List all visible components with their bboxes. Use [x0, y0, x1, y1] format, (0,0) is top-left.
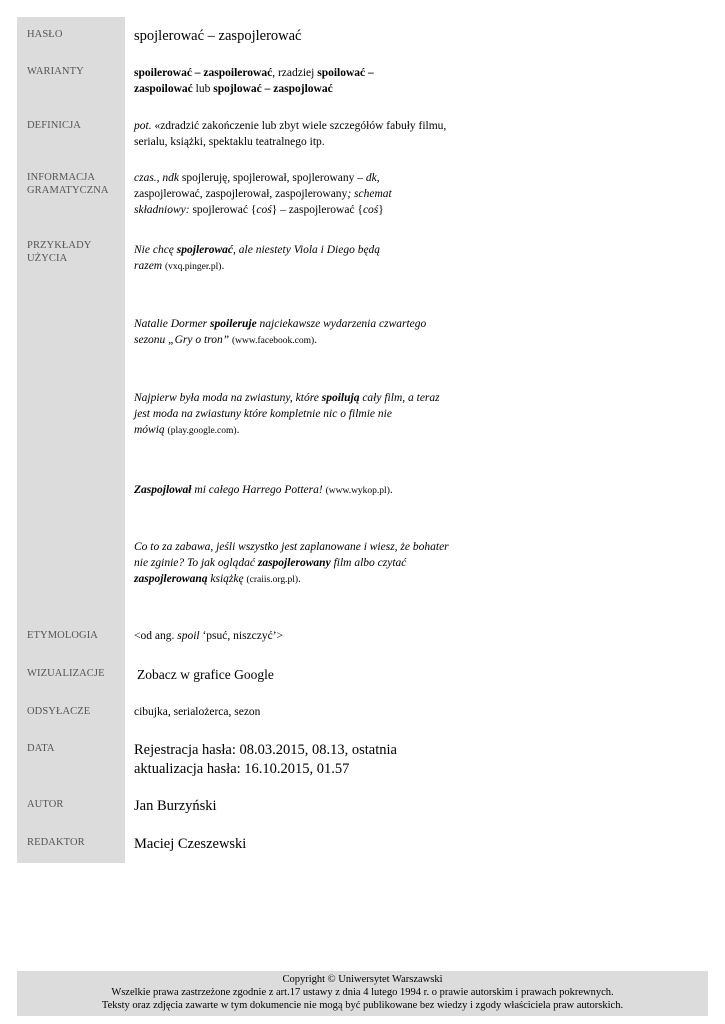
label-line: GRAMATYCZNA [27, 185, 109, 196]
cross-references: cibujka, serialożerca, sezon [134, 706, 261, 718]
label-informacja-gramatyczna [27, 171, 122, 197]
date-line: aktualizacja hasła: 16.10.2015, 01.57 [134, 761, 350, 777]
example-text: . [221, 260, 225, 272]
grammar-text: } – zaspojlerować { [271, 204, 363, 216]
usage-example [134, 390, 474, 439]
label-przyklady-uzycia [27, 239, 122, 265]
footer-line: Teksty oraz zdjęcia zawarte w tym dokumencie nie mogą być publikowane bez wiedzy i zgody właściciela praw autorskich. [101, 1000, 624, 1011]
grammar-text: zaspojlerować, zaspojlerował, zaspojlerowany [134, 188, 348, 200]
grammar-qualifier: coś [256, 204, 272, 216]
example-keyword: spoileruje [210, 318, 257, 330]
label-data: DATA [27, 743, 55, 754]
example-keyword: Zaspojlował [134, 484, 192, 496]
example-text: cały film, a teraz [359, 392, 440, 404]
variant-connector: lub [192, 83, 214, 95]
variants [134, 65, 474, 97]
example-source: (www.wykop.pl) [325, 486, 390, 496]
example-keyword: spojlerować [176, 244, 234, 256]
variant: zaspoilować [134, 83, 193, 95]
date-line: Rejestracja hasła: 08.03.2015, 08.13, ostatnia [134, 742, 397, 758]
grammar-info [134, 170, 474, 218]
usage-example [134, 539, 474, 588]
entry-dates [134, 741, 474, 779]
definition-text: serialu, książki, spektaklu teatralnego itp. [134, 136, 325, 148]
example-text: mi całego Harrego Pottera! [191, 484, 323, 496]
grammar-qualifier: ; schemat [347, 188, 392, 200]
example-text: mówią [134, 424, 165, 436]
example-source: (play.google.com) [167, 426, 237, 436]
copyright-footer [17, 971, 708, 1016]
grammar-text: } [378, 204, 384, 216]
grammar-qualifier: coś [362, 204, 379, 216]
google-images-link[interactable]: Zobacz w grafice Google [137, 667, 274, 682]
usage-example [134, 482, 474, 499]
example-text: . [389, 484, 393, 496]
grammar-qualifier: składniowy: [134, 204, 190, 216]
register-qualifier: pot. [134, 120, 152, 132]
example-text: razem [134, 260, 163, 272]
usage-example [134, 242, 474, 275]
etymology [134, 628, 474, 644]
example-keyword: zaspojlerowany [257, 557, 331, 569]
example-text: sezonu „Gry o tron” [134, 334, 230, 346]
label-wizualizacje: WIZUALIZACJE [27, 668, 105, 679]
headword: spojlerować – zaspojlerować [134, 28, 302, 44]
label-etymologia: ETYMOLOGIA [27, 630, 98, 641]
example-text: Natalie Dormer [134, 318, 211, 330]
example-text: najciekawsze wydarzenia czwartego [256, 318, 427, 330]
label-line: PRZYKŁADY [27, 240, 92, 251]
definition [134, 118, 474, 150]
example-text: Najpierw była moda na zwiastuny, które [134, 392, 322, 404]
example-text: jest moda na zwiastuny które kompletnie nic o filmie nie [134, 408, 392, 420]
label-redaktor: REDAKTOR [27, 837, 85, 848]
example-text: Co to za zabawa, jeśli wszystko jest zaplanowane i wiesz, że bohater [134, 541, 449, 553]
footer-line: Copyright © Uniwersytet Warszawski [282, 974, 443, 985]
variant: spojlować – zaspojlować [213, 83, 333, 95]
example-keyword: zaspojlerowaną [134, 573, 208, 585]
label-autor: AUTOR [27, 799, 64, 810]
usage-example [134, 316, 474, 349]
label-warianty: WARIANTY [27, 66, 84, 77]
label-column [17, 17, 125, 863]
footer-line: Wszelkie prawa zastrzeżone zgodnie z art.17 ustawy z dnia 4 lutego 1994 r. o prawie autorskim i prawach pokrewnych. [111, 987, 614, 998]
example-source: (www.facebook.com) [231, 336, 315, 346]
label-haslo: HASŁO [27, 29, 63, 40]
grammar-text: spojleruję, spojlerował, spojlerowany – [179, 172, 366, 184]
grammar-text: , [376, 172, 380, 184]
label-line: UŻYCIA [27, 253, 68, 264]
example-source: (vxq.pinger.pl) [165, 262, 222, 272]
example-text: książkę [207, 573, 244, 585]
example-text: Nie chcę [134, 244, 177, 256]
example-text: . [314, 334, 318, 346]
example-keyword: spoilują [321, 392, 360, 404]
editor-name: Maciej Czeszewski [134, 836, 247, 852]
grammar-text: spojlerować { [189, 204, 257, 216]
example-text: . [298, 573, 301, 585]
example-text: nie zginie? To jak oglądać [134, 557, 258, 569]
variant: spoilować – [317, 67, 374, 79]
grammar-qualifier: dk [365, 172, 377, 184]
example-source: (craiis.org.pl) [246, 575, 298, 585]
label-line: INFORMACJA [27, 172, 96, 183]
variant-connector: , rzadziej [272, 67, 318, 79]
label-odsylacze: ODSYŁACZE [27, 706, 91, 717]
grammar-qualifier: czas., ndk [134, 172, 180, 184]
variant: spoilerować – zaspoilerować [134, 67, 273, 79]
example-text: . [236, 424, 240, 436]
example-text: , ale niestety Viola i Diego będą [233, 244, 381, 256]
etymology-text: ‘psuć, niszczyć’> [199, 630, 284, 642]
label-definicja: DEFINICJA [27, 120, 81, 131]
etymology-source-word: spoil [177, 630, 200, 642]
example-text: film albo czytać [330, 557, 407, 569]
author-name: Jan Burzyński [134, 798, 217, 814]
etymology-text: <od ang. [134, 630, 178, 642]
definition-text: «zdradzić zakończenie lub zbyt wiele szczegółów fabuły filmu, [151, 120, 447, 132]
